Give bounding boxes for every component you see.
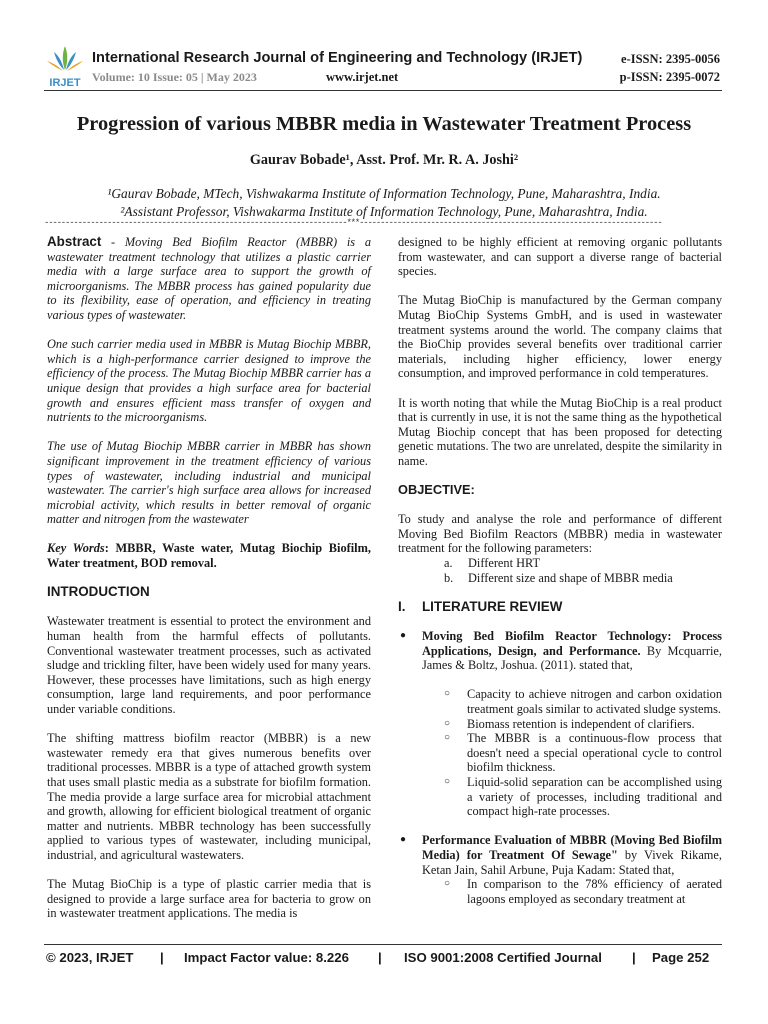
footer-iso: ISO 9001:2008 Certified Journal [404, 950, 602, 965]
introduction-p3: The Mutag BioChip is a type of plastic carrier media that is designed to provide a large surface area for bacteria to grow on in wastewater treatment applications. The media is [47, 877, 371, 921]
circle-bullet-icon: ○ [444, 688, 451, 700]
affiliation-2: ²Assistant Professor, Vishwakarma Institute of Information Technology, Pune, Maharashtra, India. [120, 204, 648, 219]
section-separator: ------------------------------------------------------------------------***------------------------------------------------------------------------ [44, 218, 662, 228]
reference-2 [398, 833, 722, 877]
footer-separator: | [632, 950, 636, 965]
journal-name: International Research Journal of Engineering and Technology (IRJET) [92, 50, 583, 66]
objective-list [398, 556, 722, 585]
keywords [47, 541, 371, 570]
bullet-icon: ● [400, 630, 407, 642]
introduction-p1: Wastewater treatment is essential to protect the environment and human health from the harmful effects of pollutants. Conventional wastewater treatment processes, such as activated sludge and trickling filter, have been widely used for many years. However, these processes have limitations, such as high energy consumption, large land requirements, and poor performance under variable conditions. [47, 614, 371, 716]
circle-bullet-icon: ○ [444, 732, 451, 744]
e-issn: e-ISSN: 2395-0056 [621, 52, 720, 66]
introduction-p2: The shifting mattress biofilm reactor (MBBR) is a new wastewater remedy era that gives numerous benefits over traditional processes. MBBR is a type of attached growth system that uses small plastic media as a substrate for biofilm formation. The media provide a large surface area for microbial attachment and growth, allowing for efficient biological treatment of organic matter and nutrients. MBBR technology has been successfully applied to various types of wastewater, including municipal, industrial, and agricultural wastewaters. [47, 731, 371, 862]
footer-copyright: © 2023, IRJET [46, 950, 134, 965]
footer-page-number: Page 252 [652, 950, 710, 965]
keywords-label: Key Words [47, 541, 105, 556]
reference-1 [398, 629, 722, 673]
abstract-dash: - [101, 235, 125, 249]
page-footer [44, 944, 722, 971]
reference-2-title: Performance Evaluation of MBBR (Moving Bed Biofilm Media) for Treatment Of Sewage" [422, 833, 722, 862]
footer-separator: | [378, 950, 382, 965]
reference-1-authors: By Mcquarrie, James & Boltz, Joshua. (2011). stated that, [422, 643, 723, 673]
keywords-text: : MBBR, Waste water, Mutag Biochip Biofilm, Water treatment, BOD removal. [47, 541, 371, 571]
reference-2-point: ○ In comparison to the 78% efficiency of aerated lagoons employed as secondary treatment at [444, 877, 722, 906]
p-issn: p-ISSN: 2395-0072 [619, 70, 720, 84]
left-column [47, 235, 371, 921]
abstract-p3: The use of Mutag Biochip MBBR carrier in MBBR has shown significant improvement in the treatment efficiency of various types of wastewater, including industrial and municipal wastewater. The carrier's high surface area allows for increased microbial activity, which results in better removal of organic matter and nitrogen from the wastewater [47, 439, 371, 527]
paper-title: Progression of various MBBR media in Wastewater Treatment Process [76, 113, 692, 135]
objective-item: a. Different HRT [444, 556, 541, 571]
circle-bullet-icon: ○ [444, 717, 451, 729]
journal-header [0, 0, 768, 92]
introduction-p3-cont: designed to be highly efficient at removing organic pollutants from wastewater, and can support a diverse range of bacterial species. [398, 235, 722, 279]
journal-website[interactable]: www.irjet.net [326, 70, 399, 84]
abstract-label: Abstract [47, 234, 102, 249]
bullet-icon: ● [400, 834, 407, 846]
volume-issue: Volume: 10 Issue: 05 | May 2023 [92, 70, 257, 84]
reference-2-authors: by Vivek Rikame, Ketan Jain, Sahil Arbune, Puja Kadam: Stated that, [422, 847, 722, 877]
circle-bullet-icon: ○ [444, 775, 451, 787]
logo-text: IRJET [49, 77, 81, 89]
reference-1-point: ○ Capacity to achieve nitrogen and carbon oxidation treatment goals similar to activated sludge systems. [444, 687, 722, 716]
introduction-heading: INTRODUCTION [47, 584, 150, 600]
objective-heading: OBJECTIVE: [398, 482, 475, 498]
abstract-text-1: Moving Bed Biofilm Reactor (MBBR) is a wastewater treatment technology that utilizes a plastic carrier media with a large surface area to support the growth of microorganisms. The MBBR process has gained popularity due to its flexibility, ease of operation, and efficiency in treating various types of wastewater. [47, 235, 371, 322]
objective-text: To study and analyse the role and performance of different Moving Bed Biofilm Reactors (MBBR) media in wastewater treatment for the following parameters: [398, 512, 722, 556]
footer-separator: | [160, 950, 164, 965]
abstract-p1 [47, 235, 371, 323]
header-divider [44, 90, 722, 91]
paper-authors: Gaurav Bobade¹, Asst. Prof. Mr. R. A. Joshi² [249, 152, 519, 168]
reference-1-point: ○ The MBBR is a continuous-flow process that doesn't need a special operational cycle to control biofilm thickness. [444, 731, 722, 775]
footer-impact-factor: Impact Factor value: 8.226 [184, 950, 349, 965]
reference-1-point: ○ Biomass retention is independent of clarifiers. [444, 716, 695, 731]
literature-review-heading: I. LITERATURE REVIEW [398, 598, 563, 614]
objective-item: b. Different size and shape of MBBR media [444, 570, 673, 585]
irjet-logo-icon [44, 42, 86, 90]
affiliation-1: ¹Gaurav Bobade, MTech, Vishwakarma Institute of Information Technology, Pune, Maharashtra, India. [107, 186, 661, 201]
reference-1-title: Moving Bed Biofilm Reactor Technology: Process Applications, Design, and Performance. [422, 629, 722, 658]
abstract-p2: One such carrier media used in MBBR is Mutag Biochip MBBR, which is a high-performance carrier designed to improve the efficiency of the process. The Mutag Biochip MBBR carrier has a unique design that provides a high surface area for bacterial growth and ensures efficient mass transfer of oxygen and nutrients to the microorganisms. [47, 337, 371, 425]
biochip-p2: The Mutag BioChip is manufactured by the German company Mutag BioChip Systems GmbH, and is used in wastewater treatment systems around the world. The company claims that the BioChip provides several benefits over traditional carrier materials, including higher efficiency, lower energy consumption, and improved performance in cold temperatures. [398, 293, 722, 381]
circle-bullet-icon: ○ [444, 878, 451, 890]
right-column [398, 235, 722, 906]
biochip-p3: It is worth noting that while the Mutag BioChip is a real product that is currently in use, it is not the same thing as the hypothetical Mutag Biochip concept that has been proposed for detecting genetic mutations. The two are unrelated, despite the similarity in name. [398, 395, 722, 468]
reference-1-point: ○ Liquid-solid separation can be accomplished using a variety of processes, including traditional and compact high-rate processes. [444, 774, 722, 819]
